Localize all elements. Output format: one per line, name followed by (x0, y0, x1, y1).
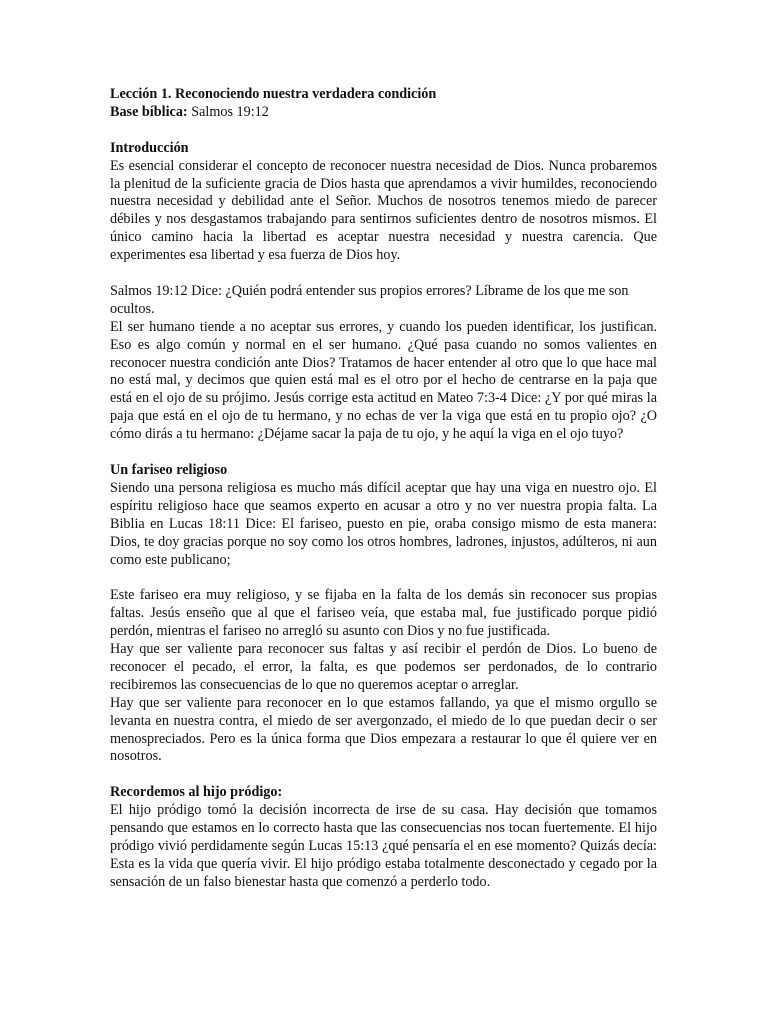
bible-base-label: Base bíblica: (110, 103, 188, 120)
intro-heading: Introducción (110, 139, 189, 156)
pharisee-paragraph-2: Este fariseo era muy religioso, y se fijaba en la falta de los demás sin reconocer sus propias faltas. Jesús enseño que al que el fariseo veía, que estaba mal, fue justificado porque pidió perdón, mientras el fariseo no arregló su asunto con Dios y no fue justificada. (110, 587, 657, 640)
psalm-paragraph: El ser humano tiende a no aceptar sus errores, y cuando los pueden identificar, los justifican. Eso es algo común y normal en el ser humano. ¿Qué pasa cuando no somos valientes en reconocer nuestra condición ante Dios? Tratamos de hacer entender al otro que lo que hace mal no está mal, y decimos que quien está mal es el otro por el hecho de centrarse en la paja que está en el ojo de su prójimo. Jesús corrige esta actitud en Mateo 7:3-4 Dice: ¿Y por qué miras la paja que está en el ojo de tu hermano, y no echas de ver la viga que está en tu propio ojo? ¿O cómo dirás a tu hermano: ¿Déjame sacar la paja de tu ojo, y he aquí la viga en el ojo tuyo? (110, 318, 657, 443)
bible-base-value: Salmos 19:12 (187, 103, 269, 120)
pharisee-heading: Un fariseo religioso (110, 461, 228, 478)
prodigal-heading: Recordemos al hijo pródigo: (110, 784, 283, 801)
lesson-title: Lección 1. Reconociendo nuestra verdadera condición (110, 86, 437, 102)
prodigal-paragraph: El hijo pródigo tomó la decisión incorrecta de irse de su casa. Hay decisión que tomamos pensando que estamos en lo correcto hasta que las consecuencias nos tocan fuertemente. El hijo pródigo vivió perdidamente según Lucas 15:13 ¿qué pensaría el en ese momento? Quizás decía: Esta es la vida que quería vivir. El hijo pródigo estaba totalmente desconectado y cegado por la sensación de un falso bienestar hasta que comenzó a perderlo todo. (110, 802, 657, 890)
spacer (110, 122, 657, 140)
psalm-quote: Salmos 19:12 Dice: ¿Quién podrá entender sus propios errores? Líbrame de los que me son ocultos. (110, 282, 629, 317)
pharisee-paragraph-3: Hay que ser valiente para reconocer sus faltas y así recibir el perdón de Dios. Lo bueno de reconocer el pecado, el error, la falta, es que podemos ser perdonados, de lo contrario recibiremos las consecuencias de lo que no queremos aceptar o arreglar. (110, 641, 657, 693)
document-page (110, 86, 657, 892)
spacer (110, 444, 657, 462)
bible-base-line (110, 104, 657, 122)
spacer (110, 265, 657, 283)
intro-paragraph: Es esencial considerar el concepto de reconocer nuestra necesidad de Dios. Nunca probaremos la plenitud de la suficiente gracia de Dios hasta que aprendamos a vivir humildes, reconociendo nuestra necesidad y debilidad ante el Señor. Muchos de nosotros tenemos miedo de parecer débiles y nos desgastamos trabajando para sentirnos suficientes dentro de nosotros mismos. El único camino hacia la libertad es aceptar nuestra necesidad y nuestra carencia. Que experimentes esa libertad y esa fuerza de Dios hoy. (110, 157, 657, 264)
pharisee-paragraph-1: Siendo una persona religiosa es mucho más difícil aceptar que hay una viga en nuestro ojo. El espíritu religioso hace que seamos experto en acusar a otro y no ver nuestra propia falta. La Biblia en Lucas 18:11 Dice: El fariseo, puesto en pie, oraba consigo mismo de esta manera: Dios, te doy gracias porque no soy como los otros hombres, ladrones, injustos, adúlteros, ni aun como este publicano; (110, 479, 657, 568)
spacer (110, 766, 657, 784)
spacer (110, 569, 657, 587)
pharisee-paragraph-4: Hay que ser valiente para reconocer en lo que estamos fallando, ya que el mismo orgullo se levanta en nuestra contra, el miedo de ser avergonzado, el miedo de lo que puedan decir o ser menospreciados. Pero es la única forma que Dios empezara a restaurar lo que él quiere ver en nosotros. (110, 694, 657, 765)
